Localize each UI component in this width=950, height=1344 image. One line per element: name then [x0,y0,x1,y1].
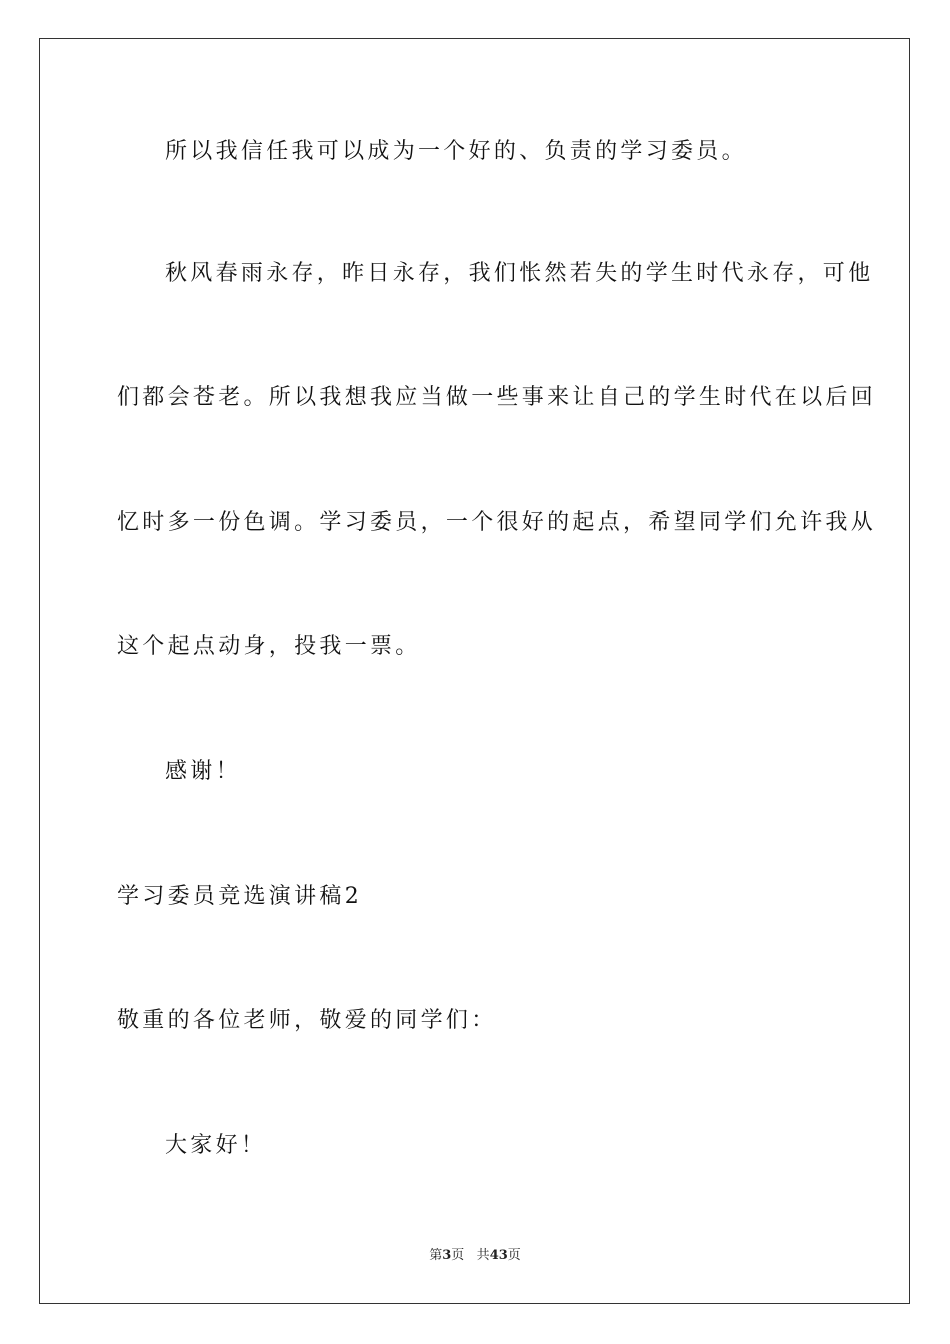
section-heading: 学习委员竞选演讲稿2 [117,884,362,909]
page-label-suffix: 页 [451,1248,465,1263]
salutation-line: 敬重的各位老师，敬爱的同学们： [117,1008,497,1033]
paragraph-line: 们都会苍老。所以我想我应当做一些事来让自己的学生时代在以后回 [117,385,877,410]
paragraph-line: 这个起点动身，投我一票。 [117,634,421,659]
paragraph-line: 秋风春雨永存，昨日永存，我们怅然若失的学生时代永存，可他 [165,261,874,286]
total-label-suffix: 页 [507,1248,521,1263]
total-pages: 43 [489,1248,508,1263]
page-footer [0,1246,950,1266]
paragraph-line: 所以我信任我可以成为一个好的、负责的学习委员。 [165,139,747,164]
total-label-prefix: 共 [476,1248,490,1263]
page-border [39,38,910,1304]
page-number: 3 [442,1248,452,1263]
paragraph-line: 忆时多一份色调。学习委员，一个很好的起点，希望同学们允许我从 [117,510,877,535]
greeting-line: 大家好！ [165,1133,267,1158]
paragraph-line: 感谢！ [165,759,241,784]
page-label-prefix: 第 [429,1248,443,1263]
